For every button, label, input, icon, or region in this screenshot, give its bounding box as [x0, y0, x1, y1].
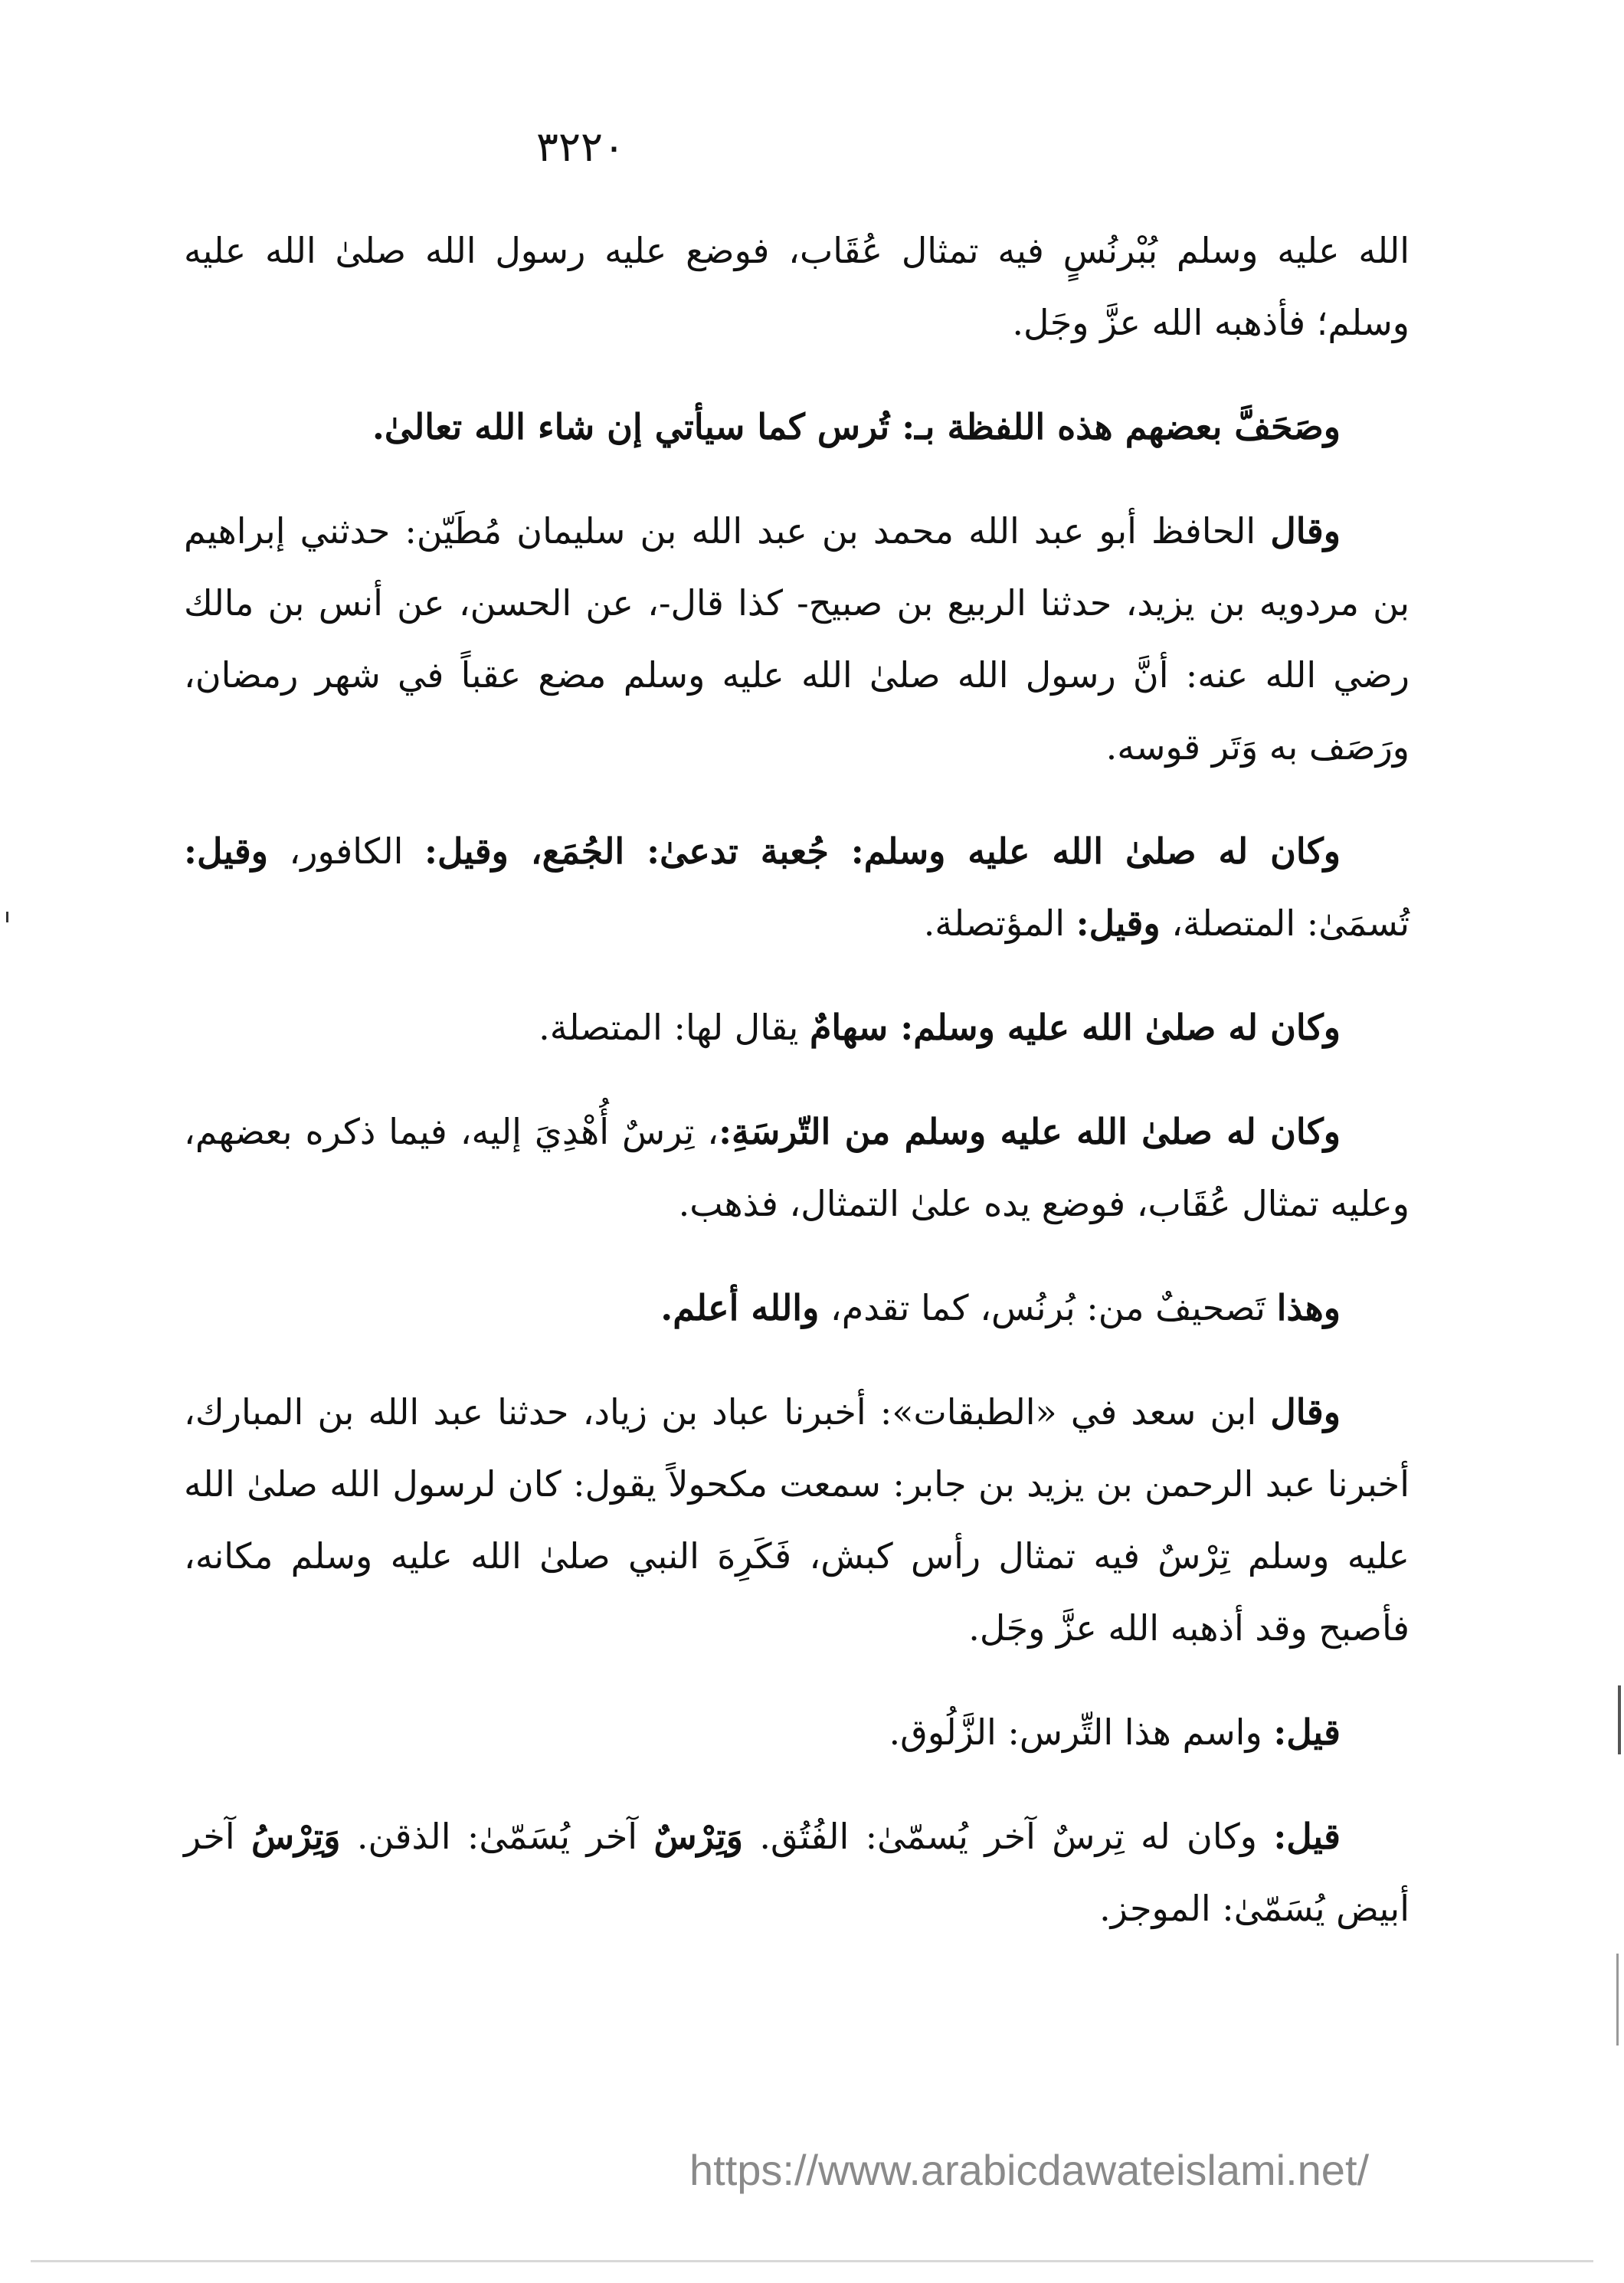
bold-text: وقيل:	[1076, 902, 1161, 944]
bold-text: والله أعلم.	[660, 1287, 820, 1328]
bold-text: وكان له صلىٰ الله عليه وسلم من التّرسَةِ:	[719, 1111, 1341, 1152]
bold-text: وقيل:	[184, 830, 268, 872]
text-run: الكافور،	[267, 830, 424, 872]
text-run: الله عليه وسلم بُبْرنُسٍ فيه تمثال عُقَاب، فوضع عليه رسول الله صلىٰ الله عليه وسلم؛ فأذهبه الله عزَّ وجَل.	[184, 230, 1410, 343]
bold-text: قيل:	[1273, 1711, 1341, 1753]
text-run: وكان له تِرسٌ آخر يُسمّىٰ: الفُتُق.	[743, 1816, 1274, 1857]
bold-text: قيل:	[1273, 1816, 1341, 1857]
text-run: الحافظ أبو عبد الله محمد بن عبد الله بن سليمان مُطَيّن: حدثني إبراهيم بن مردويه بن يزيد، حدثنا الربيع بن صبيح- كذا قال-، عن الحسن، عن أنس بن مالك رضي الله عنه: أنَّ رسول الله صلىٰ الله عليه وسلم مضع عقباً في شهر رمضان، ورَصَف به وَتَر قوسه.	[184, 510, 1410, 768]
text-run: آخر يُسَمّىٰ: الذقن.	[340, 1816, 654, 1857]
paragraph-p10	[184, 1800, 1410, 1944]
page-number: ٣٢٢٠	[536, 123, 626, 171]
text-run: المؤتصلة.	[923, 902, 1076, 944]
paragraph-p1	[184, 215, 1410, 359]
bold-text: وكان له صلىٰ الله عليه وسلم: جُعبة تدعىٰ: الجُمَع، وقيل:	[424, 830, 1341, 872]
bold-text: وصَحَفَّ بعضهم هذه اللفظة بـ: تُرس كما سيأتي إن شاء الله تعالىٰ.	[372, 406, 1341, 447]
text-run: تَصحيفٌ من: بُرنُس، كما تقدم،	[819, 1287, 1277, 1328]
paragraph-p7	[184, 1272, 1410, 1344]
bold-text: وقال	[1270, 510, 1341, 552]
paragraph-p5	[184, 991, 1410, 1063]
bold-text: وقال	[1270, 1391, 1341, 1433]
paragraph-p3	[184, 495, 1410, 783]
bold-text: وَتِرْسُ	[250, 1816, 341, 1857]
bold-text: وكان له صلىٰ الله عليه وسلم: سهامٌ	[809, 1007, 1341, 1048]
text-run: ، تِرسٌ أُهْدِيَ إليه، فيما ذكره بعضهم، وعليه تمثال عُقَاب، فوضع يده علىٰ التمثال، فذهب.	[184, 1111, 1410, 1224]
paragraph-p9	[184, 1696, 1410, 1768]
text-run: واسم هذا التِّرس: الزَّلُوق.	[889, 1711, 1274, 1753]
scan-edge-mark-right	[1618, 1685, 1621, 1754]
scan-edge-mark-left	[6, 912, 8, 922]
text-run: آخر أبيض يُسَمّىٰ: الموجز.	[184, 1816, 1410, 1929]
text-run: يقال لها: المتصلة.	[539, 1007, 810, 1048]
source-url-watermark: https://www.arabicdawateislami.net/	[689, 2146, 1370, 2194]
scan-bottom-rule	[31, 2260, 1593, 2262]
text-run: تُسمَىٰ: المتصلة،	[1160, 902, 1410, 944]
paragraph-p4	[184, 815, 1410, 959]
paragraph-p8	[184, 1376, 1410, 1664]
text-run: ابن سعد في «الطبقات»: أخبرنا عباد بن زياد، حدثنا عبد الله بن المبارك، أخبرنا عبد الرحمن بن يزيد بن جابر: سمعت مكحولاً يقول: كان لرسول الله صلىٰ الله عليه وسلم تِرْسٌ فيه تمثال رأس كبش، فَكَرِهَ النبي صلىٰ الله عليه وسلم مكانه، فأصبح وقد أذهبه الله عزَّ وجَل.	[184, 1391, 1410, 1649]
body-text	[184, 215, 1410, 1977]
paragraph-p6	[184, 1096, 1410, 1240]
scan-edge-mark-right-lower	[1616, 1954, 1619, 2046]
paragraph-p2	[184, 391, 1410, 463]
bold-text: وَتِرْسٌ	[653, 1816, 744, 1857]
bold-text: وهذا	[1276, 1287, 1341, 1328]
